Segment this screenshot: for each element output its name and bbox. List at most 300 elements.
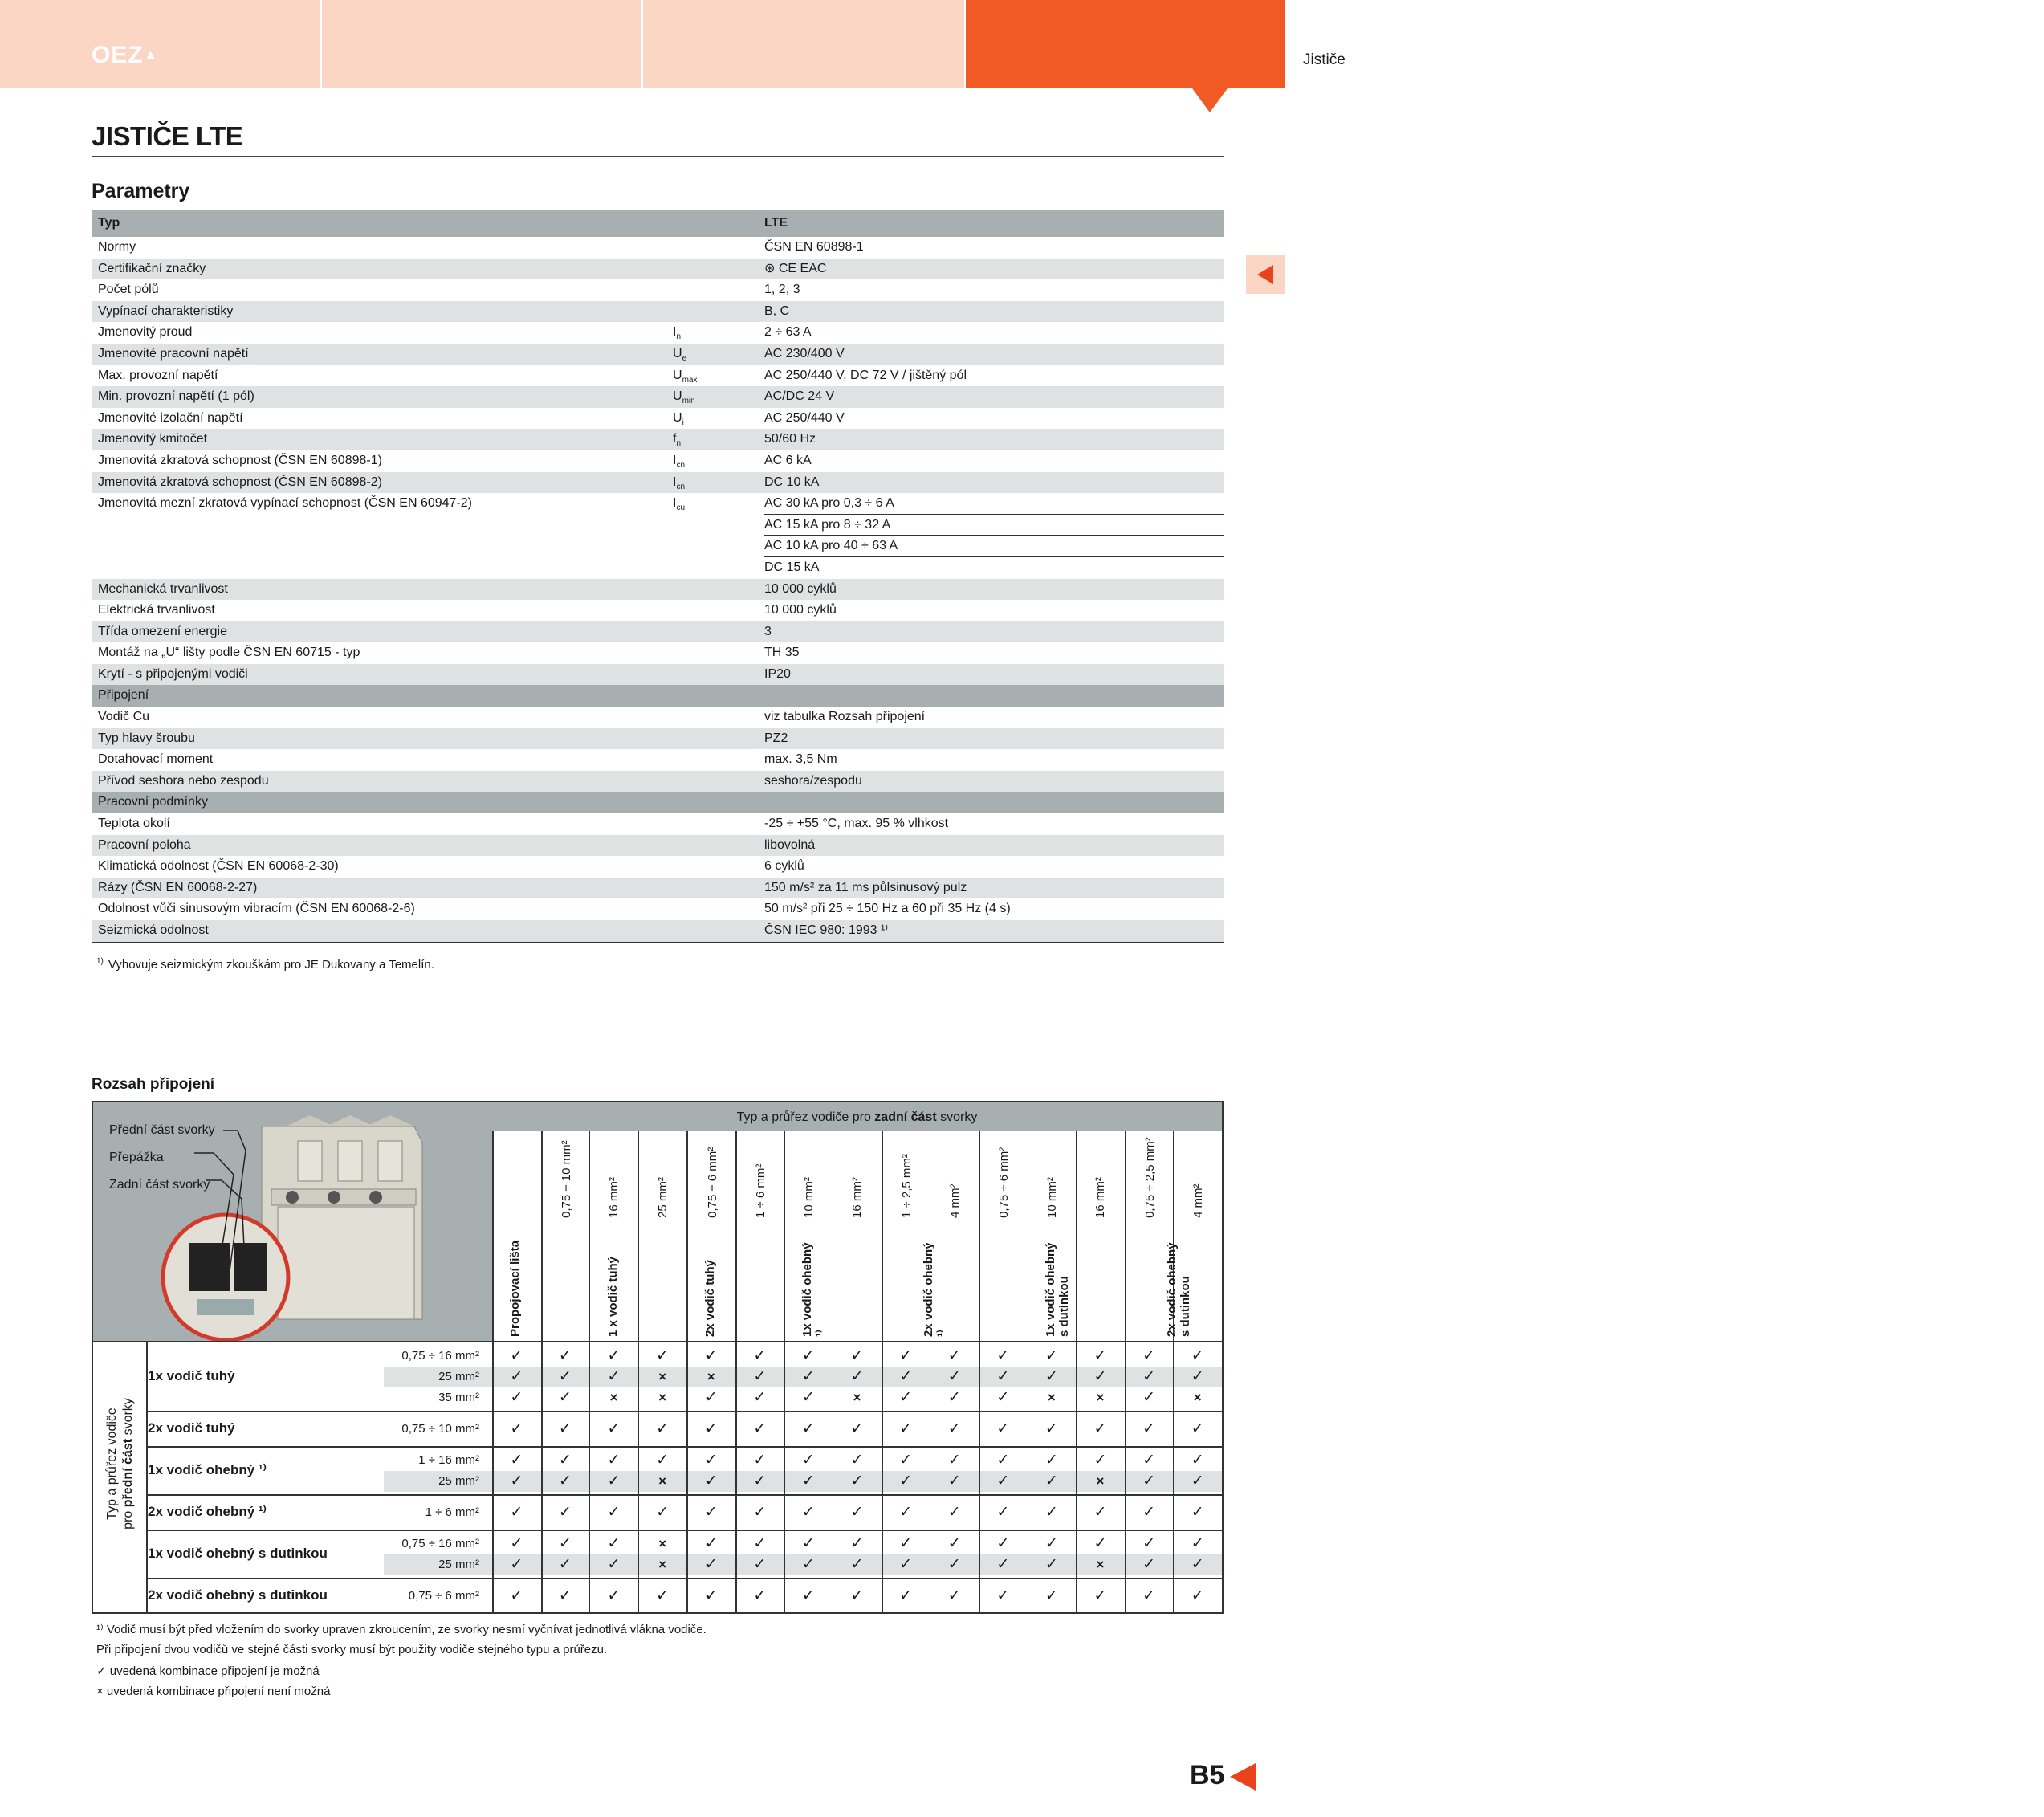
param-label: Jmenovité pracovní napětí <box>98 346 249 361</box>
column-size-label: 10 mm² <box>801 1177 816 1218</box>
param-label: Vypínací charakteristiky <box>98 304 234 318</box>
column-divider <box>589 1341 590 1614</box>
params-row <box>92 642 1224 664</box>
check-icon: ✓ <box>1142 1452 1156 1469</box>
param-value: IP20 <box>764 666 791 681</box>
param-symbol: $f_n$ <box>673 432 682 449</box>
column-size-label: 1 ÷ 2,5 mm² <box>900 1154 914 1218</box>
check-icon: ✓ <box>1142 1473 1156 1489</box>
check-icon: ✓ <box>558 1347 572 1364</box>
page-title: JISTIČE LTE <box>92 121 243 151</box>
check-icon: ✓ <box>1093 1452 1107 1469</box>
check-icon: ✓ <box>656 1504 670 1521</box>
param-label: Rázy (ČSN EN 60068-2-27) <box>98 880 258 894</box>
check-icon: ✓ <box>801 1556 815 1573</box>
check-icon: ✓ <box>753 1347 767 1364</box>
check-icon: ✓ <box>558 1452 572 1469</box>
range-row <box>384 1502 1222 1523</box>
param-symbol: $U_{max}$ <box>673 368 698 385</box>
row-group-divider <box>147 1494 1222 1496</box>
param-label: Jmenovité izolační napětí <box>98 410 243 425</box>
check-icon: ✓ <box>850 1420 864 1437</box>
params-table <box>92 210 1224 943</box>
check-icon: ✓ <box>996 1504 1010 1521</box>
check-icon: ✓ <box>899 1587 913 1604</box>
params-section-row <box>92 792 1224 813</box>
oez-logo: OEZ▲ <box>92 42 159 68</box>
param-symbol: $U_{min}$ <box>673 389 695 406</box>
column-divider <box>1173 1341 1174 1614</box>
param-label: Připojení <box>98 688 149 703</box>
page-header <box>0 0 2044 88</box>
check-icon: ✓ <box>558 1587 572 1604</box>
check-icon: ✓ <box>704 1389 718 1406</box>
header-pointer-icon <box>1192 88 1228 112</box>
check-icon: ✓ <box>850 1452 864 1469</box>
param-value: DC 15 kA <box>764 560 820 574</box>
param-label: Pracovní poloha <box>98 837 191 852</box>
params-header-label: Typ <box>98 216 120 230</box>
header-category: Jističe <box>1303 51 1346 68</box>
param-label: Jmenovitá zkratová schopnost (ČSN EN 60898-2) <box>98 475 382 489</box>
param-value: libovolná <box>764 837 816 852</box>
check-icon: ✓ <box>704 1473 718 1489</box>
cross-icon: × <box>1193 1390 1202 1405</box>
check-icon: ✓ <box>899 1420 913 1437</box>
check-icon: ✓ <box>947 1535 961 1552</box>
check-icon: ✓ <box>558 1473 572 1489</box>
check-icon: ✓ <box>801 1420 815 1437</box>
row-group-label: 2x vodič tuhý <box>148 1420 235 1436</box>
breaker-illustration <box>93 1102 492 1341</box>
check-icon: ✓ <box>607 1535 621 1552</box>
param-value: AC 230/400 V <box>764 346 845 361</box>
header-brand: Minia <box>1949 31 2044 73</box>
check-icon: ✓ <box>1093 1347 1107 1364</box>
check-icon: ✓ <box>996 1556 1010 1573</box>
row-group-label: 1x vodič tuhý <box>148 1368 235 1383</box>
params-row <box>92 493 1224 515</box>
params-row <box>92 813 1224 835</box>
check-icon: ✓ <box>558 1389 572 1406</box>
check-icon: ✓ <box>947 1420 961 1437</box>
column-size-label: 16 mm² <box>1093 1177 1108 1218</box>
column-divider <box>541 1341 543 1614</box>
param-value: 6 cyklů <box>764 859 804 874</box>
arrow-left-icon <box>1230 1763 1256 1791</box>
params-row <box>92 472 1224 494</box>
check-icon: ✓ <box>704 1556 718 1573</box>
range-footnote: Při připojení dvou vodičů ve stejné části svorky musí být použity vodiče stejného typu a průřezu. <box>96 1643 608 1656</box>
front-part-side-label: Typ a průřez vodiče pro přední část svorky <box>105 1398 135 1530</box>
check-icon: ✓ <box>704 1535 718 1552</box>
check-icon: ✓ <box>1191 1452 1204 1469</box>
column-group-label: 2x vodič ohebný s dutinkou <box>1165 1242 1193 1337</box>
check-icon: ✓ <box>1191 1535 1204 1552</box>
params-row <box>92 621 1224 643</box>
param-value: AC 6 kA <box>764 453 812 467</box>
row-size-label: 0,75 ÷ 10 mm² <box>401 1422 479 1436</box>
check-icon: ✓ <box>1191 1347 1204 1364</box>
column-divider <box>784 1341 785 1614</box>
param-value: TH 35 <box>764 646 800 660</box>
check-icon: ✓ <box>801 1347 815 1364</box>
params-row <box>92 557 1224 579</box>
arrow-left-icon <box>1257 265 1273 284</box>
check-icon: ✓ <box>753 1556 767 1573</box>
column-size-label: 0,75 ÷ 10 mm² <box>559 1140 573 1218</box>
check-icon: ✓ <box>510 1556 523 1573</box>
column-size-label: 4 mm² <box>1191 1183 1205 1218</box>
check-icon: ✓ <box>1044 1535 1058 1552</box>
param-value: max. 3,5 Nm <box>764 752 837 767</box>
check-icon: ✓ <box>1191 1504 1204 1521</box>
row-size-label: 0,75 ÷ 16 mm² <box>401 1349 479 1363</box>
check-icon: ✓ <box>947 1347 961 1364</box>
param-label: Normy <box>98 240 136 254</box>
check-icon: ✓ <box>1191 1587 1204 1604</box>
check-icon: ✓ <box>899 1473 913 1489</box>
param-label: Seizmická odolnost <box>98 923 209 937</box>
cross-icon: × <box>1047 1390 1056 1405</box>
param-value: AC 10 kA pro 40 ÷ 63 A <box>764 539 898 553</box>
row-group-divider <box>147 1411 1222 1412</box>
check-icon: ✓ <box>510 1535 523 1552</box>
column-divider <box>492 1341 494 1614</box>
check-icon: ✓ <box>704 1347 718 1364</box>
params-row <box>92 898 1224 920</box>
param-label: Min. provozní napětí (1 pól) <box>98 389 254 404</box>
row-size-label: 25 mm² <box>438 1558 479 1571</box>
check-icon: ✓ <box>899 1535 913 1552</box>
params-header-row <box>92 210 1224 237</box>
check-icon: ✓ <box>801 1389 815 1406</box>
cross-icon: × <box>658 1536 667 1551</box>
param-symbol: $U_i$ <box>673 410 684 427</box>
params-row <box>92 301 1224 323</box>
check-icon: ✓ <box>996 1473 1010 1489</box>
side-divider <box>146 1341 148 1614</box>
cross-icon: × <box>658 1390 667 1405</box>
param-label: Přívod seshora nebo zespodu <box>98 773 269 788</box>
params-row <box>92 365 1224 387</box>
connection-range-table <box>92 1101 1224 1614</box>
check-icon: ✓ <box>607 1347 621 1364</box>
param-value: 3 <box>764 624 772 638</box>
check-icon: ✓ <box>558 1535 572 1552</box>
check-icon: ✓ <box>850 1535 864 1552</box>
param-value: 50 m/s² při 25 ÷ 150 Hz a 60 při 35 Hz (4 s) <box>764 902 1011 916</box>
check-icon: ✓ <box>947 1452 961 1469</box>
check-icon: ✓ <box>850 1368 864 1385</box>
check-icon: ✓ <box>510 1452 523 1469</box>
check-icon: ✓ <box>899 1504 913 1521</box>
check-icon: ✓ <box>1044 1473 1058 1489</box>
check-icon: ✓ <box>558 1368 572 1385</box>
check-icon: ✓ <box>996 1452 1010 1469</box>
params-row <box>92 408 1224 430</box>
check-icon: ✓ <box>996 1587 1010 1604</box>
check-icon: ✓ <box>510 1473 523 1489</box>
check-icon: ✓ <box>656 1347 670 1364</box>
params-section-row <box>92 685 1224 707</box>
param-label: Jmenovitý proud <box>98 325 193 340</box>
param-symbol: $U_e$ <box>673 346 687 363</box>
param-value: seshora/zespodu <box>764 773 862 788</box>
cross-icon: × <box>658 1557 667 1572</box>
param-value: 1, 2, 3 <box>764 283 800 297</box>
check-icon: ✓ <box>510 1504 523 1521</box>
params-row <box>92 344 1224 365</box>
row-group-divider <box>147 1446 1222 1448</box>
check-icon: ✓ <box>947 1473 961 1489</box>
param-value: AC 250/440 V, DC 72 V / jištěný pól <box>764 368 967 382</box>
params-footnote: $^{1)}$ Vyhovuje seizmickým zkouškám pro JE Dukovany a Temelín. <box>96 957 434 972</box>
column-divider <box>686 1341 688 1614</box>
check-icon: ✓ <box>1093 1504 1107 1521</box>
check-icon: ✓ <box>1142 1347 1156 1364</box>
param-label: Elektrická trvanlivost <box>98 603 215 617</box>
column-group-label: 2x vodič ohebný ¹⁾ <box>922 1242 950 1337</box>
param-label: Max. provozní napětí <box>98 368 218 382</box>
check-icon: ✓ <box>1142 1389 1156 1406</box>
cross-icon: × <box>1096 1557 1105 1572</box>
check-icon: ✓ <box>801 1473 815 1489</box>
params-row <box>92 856 1224 878</box>
param-value: B, C <box>764 304 790 318</box>
range-row <box>384 1534 1222 1554</box>
column-size-label: 0,75 ÷ 6 mm² <box>997 1147 1012 1218</box>
check-icon: ✓ <box>801 1368 815 1385</box>
check-icon: ✓ <box>753 1535 767 1552</box>
row-size-label: 1 ÷ 16 mm² <box>418 1453 479 1467</box>
params-row <box>92 386 1224 408</box>
check-icon: ✓ <box>996 1368 1010 1385</box>
check-icon: ✓ <box>996 1347 1010 1364</box>
check-icon: ✓ <box>899 1368 913 1385</box>
param-label: Mechanická trvanlivost <box>98 581 228 596</box>
range-footnote: ¹⁾ Vodič musí být před vložením do svorky upraven zkroucením, ze svorky nesmí vyčnívat jednotlivá vlákna vodiče. <box>96 1623 706 1636</box>
cross-icon: × <box>706 1369 715 1384</box>
check-icon: ✓ <box>1093 1587 1107 1604</box>
check-icon: ✓ <box>607 1587 621 1604</box>
params-row <box>92 728 1224 750</box>
param-value: viz tabulka Rozsah připojení <box>764 710 926 724</box>
param-label: Odolnost vůči sinusovým vibracím (ČSN EN 60068-2-6) <box>98 902 415 916</box>
column-header <box>833 1131 882 1341</box>
params-row <box>92 450 1224 472</box>
check-icon: ✓ <box>1093 1420 1107 1437</box>
param-value: AC 250/440 V <box>764 410 845 425</box>
range-row <box>384 1387 1222 1408</box>
check-icon: ✓ <box>753 1587 767 1604</box>
check-icon: ✓ <box>899 1556 913 1573</box>
check-icon: ✓ <box>607 1504 621 1521</box>
header-category-cell <box>643 0 1346 88</box>
check-icon: ✓ <box>704 1452 718 1469</box>
check-icon: ✓ <box>1044 1368 1058 1385</box>
range-title: Rozsah připojení <box>92 1076 215 1093</box>
param-label: Jmenovitá zkratová schopnost (ČSN EN 60898-1) <box>98 453 382 467</box>
row-group-label: 1x vodič ohebný s dutinkou <box>148 1546 328 1561</box>
row-size-label: 0,75 ÷ 6 mm² <box>408 1589 479 1603</box>
row-group-label: 1x vodič ohebný ¹⁾ <box>148 1462 267 1477</box>
param-value: 50/60 Hz <box>764 432 816 446</box>
header-product-cell <box>322 0 641 88</box>
column-group-label: 2x vodič tuhý <box>702 1260 717 1337</box>
param-label: Pracovní podmínky <box>98 795 208 809</box>
param-label: Dotahovací moment <box>98 752 214 767</box>
check-icon: ✓ <box>1191 1473 1204 1489</box>
column-divider <box>735 1341 737 1614</box>
check-icon: ✓ <box>947 1556 961 1573</box>
column-size-label: 4 mm² <box>947 1183 962 1218</box>
side-tab[interactable] <box>1246 255 1285 294</box>
header-divider <box>93 1341 1222 1342</box>
row-size-label: 25 mm² <box>438 1474 479 1488</box>
check-icon: ✓ <box>656 1420 670 1437</box>
check-icon: ✓ <box>1044 1556 1058 1573</box>
params-row <box>92 878 1224 899</box>
check-icon: ✓ <box>1093 1535 1107 1552</box>
range-row <box>384 1367 1222 1387</box>
check-icon: ✓ <box>1044 1420 1058 1437</box>
check-icon: ✓ <box>850 1504 864 1521</box>
check-icon: ✓ <box>1044 1504 1058 1521</box>
check-icon: ✓ <box>510 1368 523 1385</box>
check-icon: ✓ <box>1191 1556 1204 1573</box>
check-icon: ✓ <box>753 1368 767 1385</box>
column-group-label: 1x vodič ohebný ¹⁾ <box>800 1242 828 1337</box>
param-symbol: $I_{cn}$ <box>673 475 686 491</box>
param-symbol: $I_n$ <box>673 325 682 342</box>
params-title: Parametry <box>92 180 190 202</box>
check-icon: ✓ <box>1191 1420 1204 1437</box>
column-size-label: 16 mm² <box>850 1177 865 1218</box>
params-row <box>92 536 1224 557</box>
params-row <box>92 600 1224 621</box>
params-row <box>92 835 1224 857</box>
param-value: AC 30 kA pro 0,3 ÷ 6 A <box>764 496 894 511</box>
param-value: ČSN EN 60898-1 <box>764 240 864 254</box>
param-value: -25 ÷ +55 °C, max. 95 % vlhkost <box>764 817 949 831</box>
check-icon: ✓ <box>801 1452 815 1469</box>
check-icon: ✓ <box>510 1420 523 1437</box>
check-icon: ✓ <box>510 1389 523 1406</box>
check-icon: ✓ <box>801 1587 815 1604</box>
range-row <box>384 1419 1222 1440</box>
param-label: Třída omezení energie <box>98 624 227 638</box>
column-size-label: 16 mm² <box>607 1177 621 1218</box>
param-label: Jmenovitý kmitočet <box>98 432 208 446</box>
terminal-image <box>93 1102 492 1341</box>
cross-icon: × <box>609 1390 618 1405</box>
param-label: Krytí - s připojenými vodiči <box>98 666 248 681</box>
check-icon: ✓ <box>850 1587 864 1604</box>
param-value: ⊛ CE EAC <box>764 261 827 275</box>
column-header <box>979 1131 1028 1341</box>
check-icon: ✓ <box>704 1504 718 1521</box>
param-label: Vodič Cu <box>98 710 150 724</box>
check-icon: ✓ <box>656 1587 670 1604</box>
range-row <box>384 1586 1222 1607</box>
param-value: DC 10 kA <box>764 475 820 489</box>
check-icon: ✓ <box>753 1473 767 1489</box>
check-icon: ✓ <box>607 1420 621 1437</box>
param-value: AC 15 kA pro 8 ÷ 32 A <box>764 517 891 532</box>
row-size-label: 35 mm² <box>438 1391 479 1404</box>
range-row <box>384 1450 1222 1471</box>
check-icon: ✓ <box>899 1452 913 1469</box>
param-symbol: $I_{cu}$ <box>673 496 686 513</box>
check-icon: ✓ <box>753 1452 767 1469</box>
column-group-label: Propojovací lišta <box>508 1240 523 1337</box>
params-row <box>92 920 1224 943</box>
column-divider <box>882 1341 883 1614</box>
check-icon: ✓ <box>801 1535 815 1552</box>
params-row <box>92 771 1224 792</box>
param-value: 150 m/s² za 11 ms půlsinusový pulz <box>764 880 967 894</box>
check-icon: ✓ <box>753 1420 767 1437</box>
cross-icon: × <box>658 1369 667 1384</box>
range-footnote: × uvedená kombinace připojení není možná <box>96 1685 331 1698</box>
column-group-label: 1x vodič ohebný s dutinkou <box>1043 1242 1071 1337</box>
check-icon: ✓ <box>947 1389 961 1406</box>
param-value: ČSN IEC 980: 1993 ¹⁾ <box>764 923 889 937</box>
check-icon: ✓ <box>607 1473 621 1489</box>
params-row <box>92 707 1224 728</box>
check-icon: ✓ <box>1044 1347 1058 1364</box>
param-value: 10 000 cyklů <box>764 581 837 596</box>
range-row <box>384 1346 1222 1367</box>
check-icon: ✓ <box>753 1504 767 1521</box>
column-size-label: 1 ÷ 6 mm² <box>754 1163 768 1218</box>
check-icon: ✓ <box>996 1389 1010 1406</box>
param-value: 2 ÷ 63 A <box>764 325 812 340</box>
rear-part-header: Typ a průřez vodiče pro zadní část svorky <box>492 1102 1222 1131</box>
row-size-label: 1 ÷ 6 mm² <box>425 1505 479 1519</box>
param-label: Certifikační značky <box>98 261 206 275</box>
param-label: Typ hlavy šroubu <box>98 731 195 745</box>
params-row <box>92 664 1224 686</box>
check-icon: ✓ <box>704 1587 718 1604</box>
params-row <box>92 259 1224 280</box>
check-icon: ✓ <box>753 1389 767 1406</box>
check-icon: ✓ <box>607 1368 621 1385</box>
column-size-label: 0,75 ÷ 6 mm² <box>705 1147 719 1218</box>
params-row <box>92 515 1224 536</box>
check-icon: ✓ <box>1142 1535 1156 1552</box>
check-icon: ✓ <box>1093 1368 1107 1385</box>
param-label: Teplota okolí <box>98 817 170 831</box>
check-icon: ✓ <box>1142 1420 1156 1437</box>
check-icon: ✓ <box>801 1504 815 1521</box>
check-icon: ✓ <box>1142 1504 1156 1521</box>
column-header <box>638 1131 687 1341</box>
check-icon: ✓ <box>607 1556 621 1573</box>
check-icon: ✓ <box>607 1452 621 1469</box>
check-icon: ✓ <box>947 1368 961 1385</box>
check-icon: ✓ <box>1191 1368 1204 1385</box>
row-size-label: 0,75 ÷ 16 mm² <box>401 1537 479 1550</box>
column-divider <box>638 1341 639 1614</box>
column-size-label: 0,75 ÷ 2,5 mm² <box>1143 1137 1158 1218</box>
page-number: B5 <box>1190 1760 1225 1791</box>
check-icon: ✓ <box>656 1452 670 1469</box>
cross-icon: × <box>1096 1473 1105 1489</box>
row-group-divider <box>147 1530 1222 1531</box>
row-group-label: 2x vodič ohebný ¹⁾ <box>148 1504 267 1519</box>
